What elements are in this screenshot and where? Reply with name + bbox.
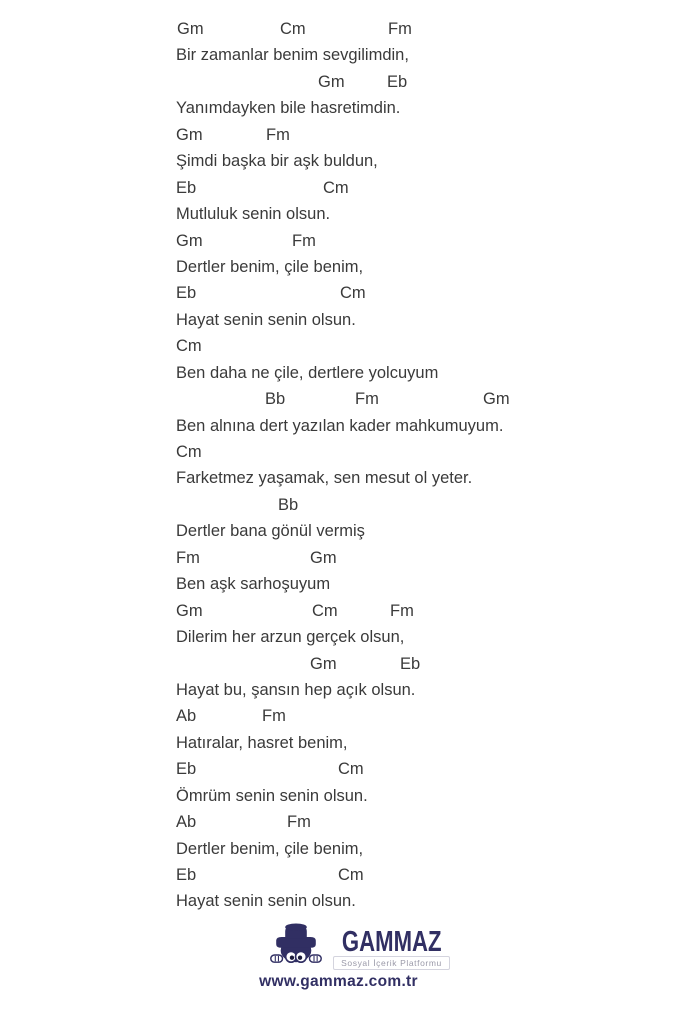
- chord-line: [0, 439, 689, 465]
- chord: Gm: [176, 125, 203, 144]
- chord-line: [0, 492, 689, 518]
- lyric-text: Şimdi başka bir aşk buldun,: [176, 152, 378, 171]
- gammaz-logo: [16, 921, 689, 991]
- chord: Bb: [265, 390, 286, 409]
- lyric-text: Ömrüm senin senin olsun.: [176, 786, 368, 805]
- chord-line: [0, 228, 689, 254]
- lyric-line: [0, 571, 689, 597]
- chord-line: [0, 703, 689, 729]
- chord: Cm: [338, 866, 364, 884]
- brand-block: [331, 921, 452, 970]
- chord-line: [0, 862, 689, 888]
- lyric-line: [0, 836, 689, 862]
- lyric-line: [0, 624, 689, 650]
- lyric-text: Mutluluk senin olsun.: [176, 205, 331, 224]
- chord: Cm: [312, 601, 338, 620]
- lyric-line: [0, 677, 689, 703]
- lyric-text: Dertler bana gönül vermiş: [176, 522, 365, 541]
- lyric-line: [0, 465, 689, 491]
- website-url: www.gammaz.com.tr: [259, 973, 418, 990]
- chord: Gm: [176, 601, 203, 620]
- chord: Fm: [355, 390, 379, 409]
- chord-line: [0, 545, 689, 571]
- lyric-text: Dertler benim, çile benim,: [176, 839, 364, 858]
- chord: Bb: [278, 495, 299, 514]
- chord: Fm: [390, 601, 414, 620]
- chord: Gm: [318, 72, 345, 91]
- chord-line: [0, 809, 689, 835]
- lyric-line: [0, 254, 689, 280]
- chord: Fm: [292, 231, 316, 250]
- chord: Ab: [176, 813, 197, 832]
- chord: Cm: [176, 337, 202, 356]
- lyric-line: [0, 201, 689, 227]
- chord: Fm: [287, 813, 311, 832]
- lyric-text: Dilerim her arzun gerçek olsun,: [176, 628, 405, 647]
- chord-line: [0, 280, 689, 306]
- lyric-line: [0, 783, 689, 809]
- lyric-line: [0, 888, 689, 914]
- chord: Eb: [400, 654, 421, 673]
- lyric-text: Bir zamanlar benim sevgilimdin,: [176, 46, 409, 65]
- peeking-spy-mascot-icon: [269, 921, 323, 971]
- chord-line: [0, 333, 689, 359]
- lyric-text: Ben aşk sarhoşuyum: [176, 575, 331, 594]
- chord: Gm: [176, 231, 203, 250]
- chord-line: [0, 175, 689, 201]
- chord: Eb: [387, 72, 408, 91]
- brand-tagline: Sosyal İçerik Platformu: [333, 956, 450, 970]
- lyric-text: Dertler benim, çile benim,: [176, 257, 364, 276]
- lyric-line: [0, 307, 689, 333]
- chord: Fm: [176, 548, 200, 567]
- brand-name: GAMMAZ: [341, 925, 442, 958]
- chord-line: [0, 756, 689, 782]
- chord: Cm: [280, 20, 306, 38]
- chord: Eb: [176, 178, 197, 197]
- chord: Gm: [483, 390, 510, 409]
- lyric-line: [0, 518, 689, 544]
- lyric-line: [0, 413, 689, 439]
- chord: Cm: [340, 284, 366, 303]
- chord-line: [0, 598, 689, 624]
- lyric-text: Farketmez yaşamak, sen mesut ol yeter.: [176, 469, 473, 488]
- chord: Cm: [323, 178, 349, 197]
- chord-line: [0, 651, 689, 677]
- lyric-line: [0, 95, 689, 121]
- lyric-line: [0, 730, 689, 756]
- chord: Gm: [310, 654, 337, 673]
- chord-line: [0, 386, 689, 412]
- chord: Eb: [176, 866, 197, 884]
- chord-line: [0, 122, 689, 148]
- chord-line: [0, 16, 689, 42]
- chord: Cm: [176, 443, 202, 461]
- lyric-text: Yanımdayken bile hasretimdin.: [176, 99, 401, 118]
- chord: Cm: [338, 760, 364, 779]
- logo-row: [269, 921, 452, 971]
- chord: Ab: [176, 707, 197, 726]
- lyric-line: [0, 360, 689, 386]
- lyric-text: Hatıralar, hasret benim,: [176, 733, 348, 752]
- lyric-line: [0, 148, 689, 174]
- lyric-text: Ben daha ne çile, dertlere yolcuyum: [176, 363, 439, 382]
- chord: Eb: [176, 760, 197, 779]
- lyric-text: Hayat senin senin olsun.: [176, 310, 356, 329]
- chord: Gm: [177, 20, 204, 38]
- chord-line: [0, 69, 689, 95]
- chord: Fm: [388, 20, 412, 38]
- lyric-text: Ben alnına dert yazılan kader mahkumuyum.: [176, 416, 504, 435]
- chord: Fm: [266, 125, 290, 144]
- chord: Gm: [310, 548, 337, 567]
- lyric-text: Hayat senin senin olsun.: [176, 892, 356, 911]
- lyric-line: [0, 42, 689, 68]
- chord: Fm: [262, 707, 286, 726]
- chord: Eb: [176, 284, 197, 303]
- song-sheet: [0, 16, 689, 915]
- lyric-text: Hayat bu, şansın hep açık olsun.: [176, 680, 416, 699]
